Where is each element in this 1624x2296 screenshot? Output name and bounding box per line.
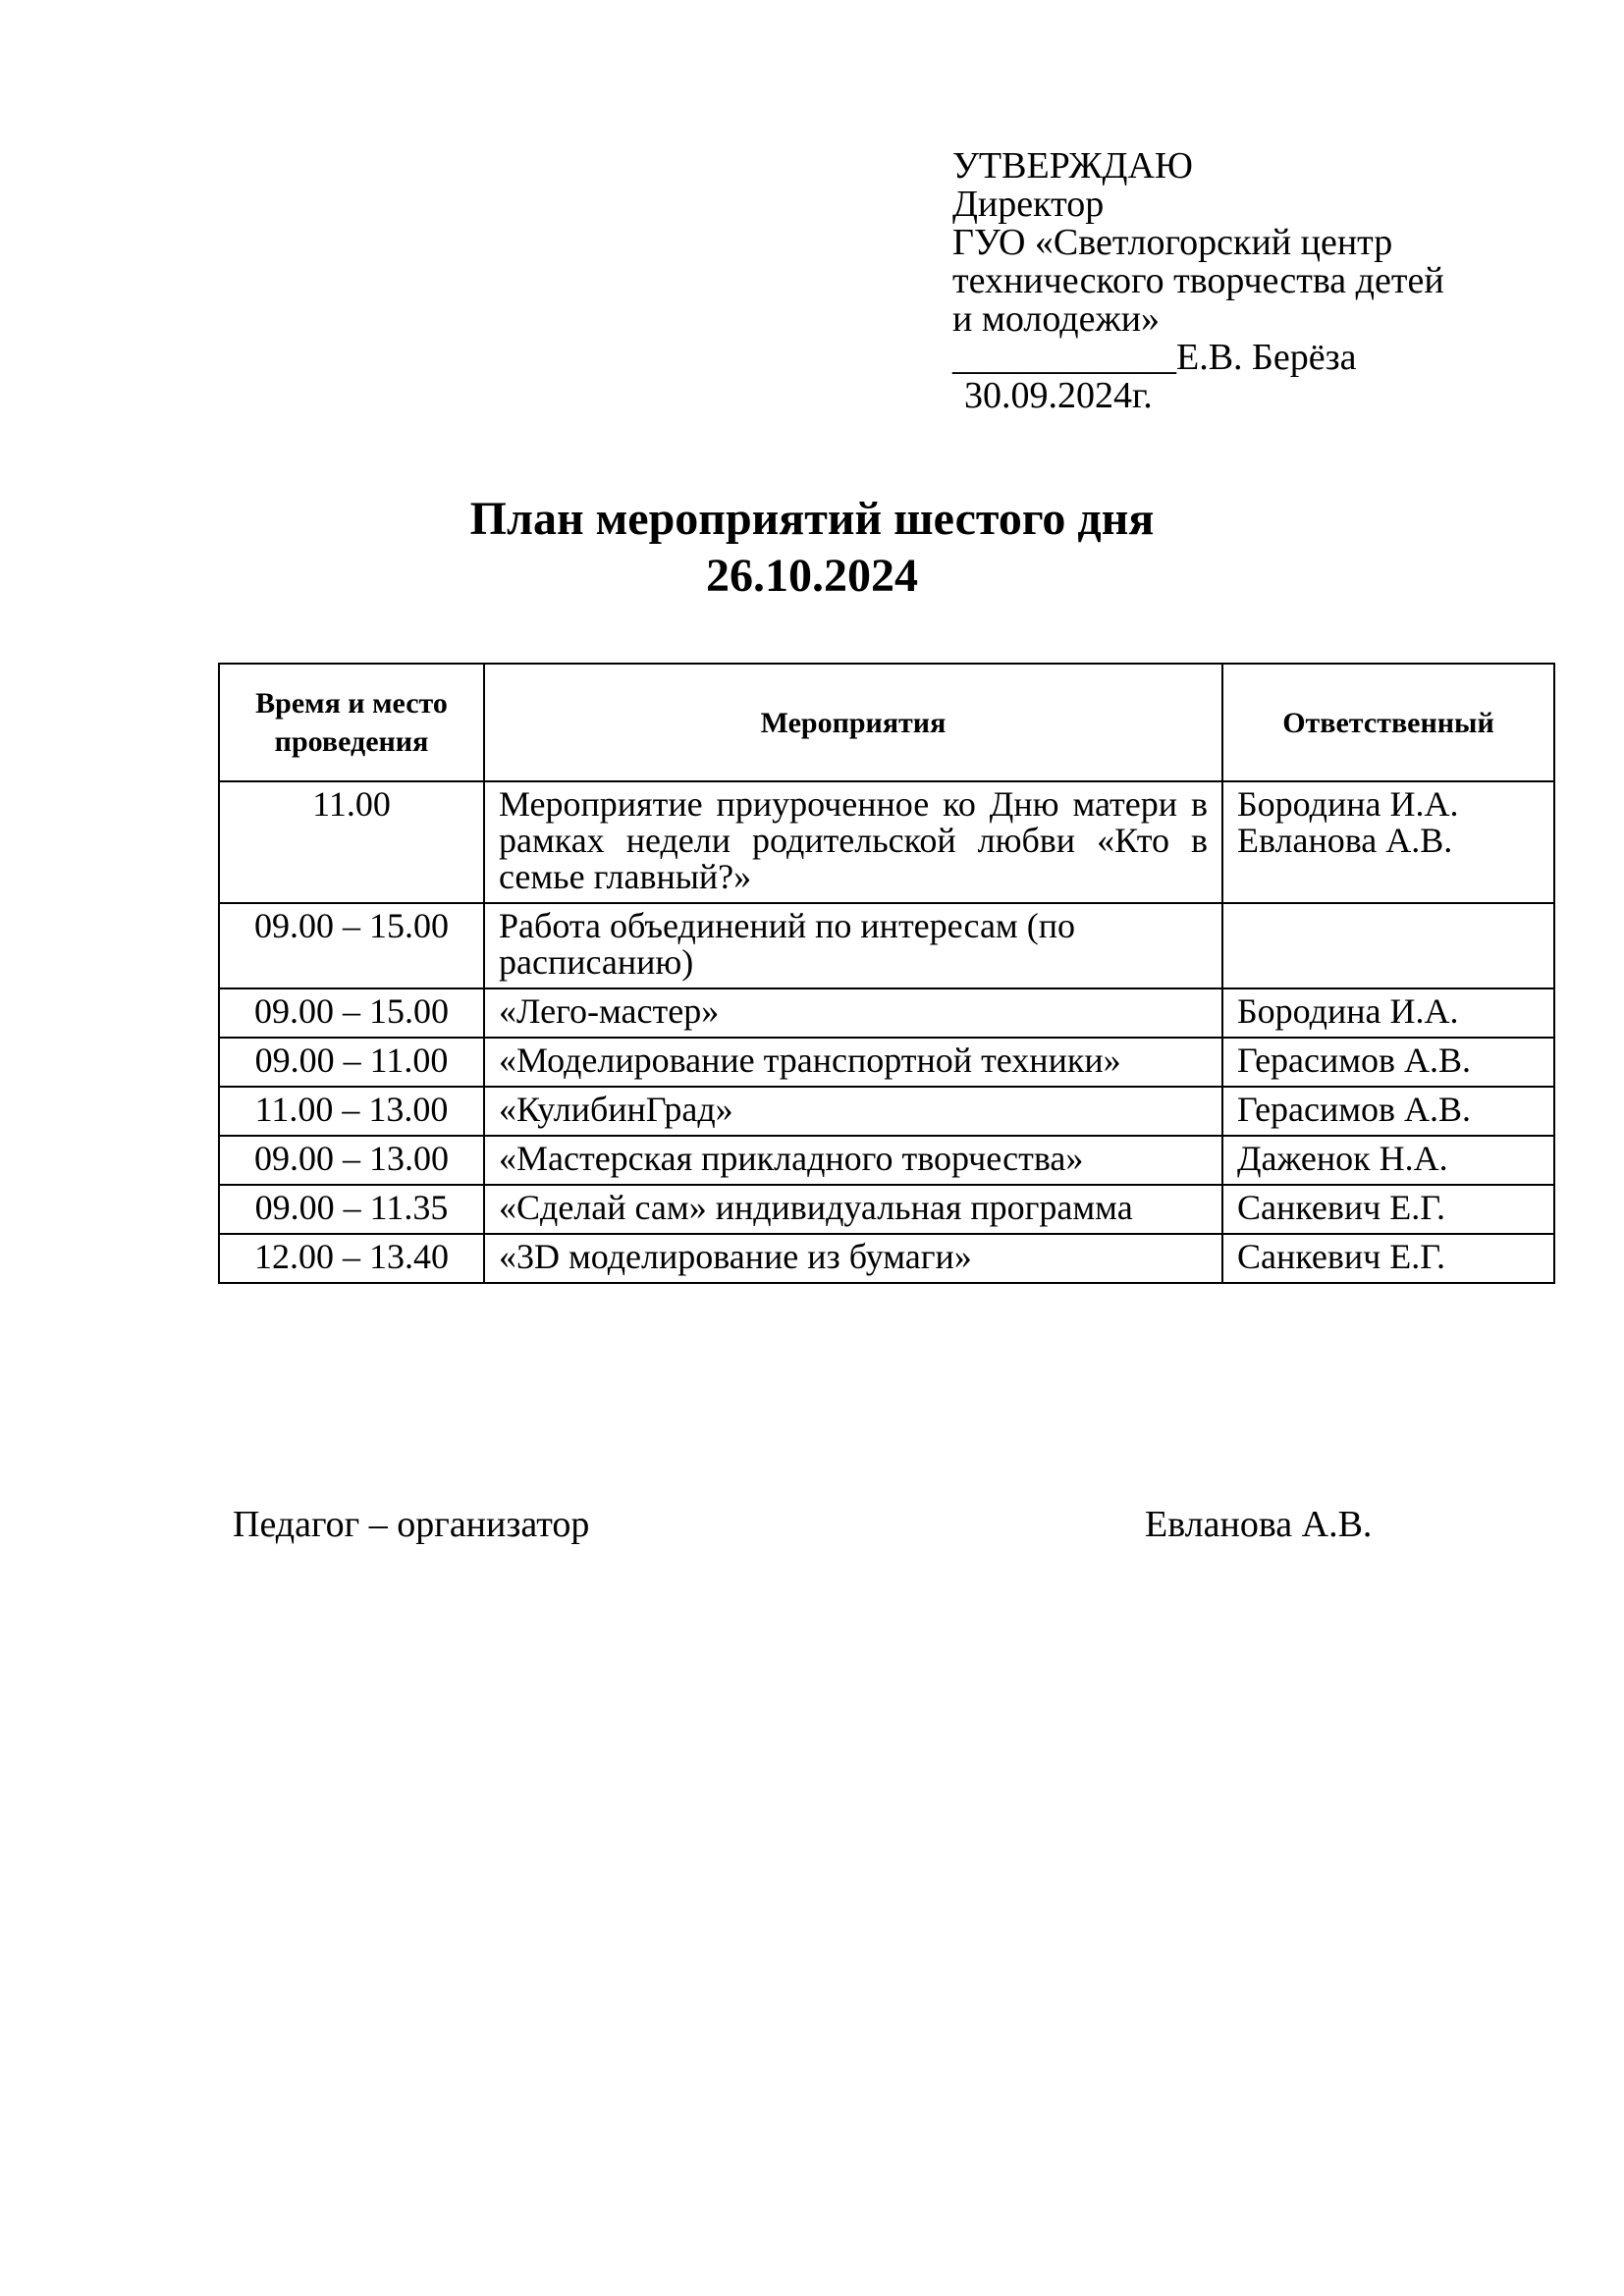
row-event: «Лего-мастер»: [484, 988, 1222, 1038]
events-table: [218, 663, 1555, 1284]
row-time: 09.00 – 15.00: [219, 903, 484, 988]
table-row: [219, 1136, 1554, 1185]
table-header-row: [219, 664, 1554, 781]
title-line-1: План мероприятий шестого дня: [469, 493, 1155, 545]
header-time: Время и место проведения: [219, 664, 484, 781]
table-row: [219, 1038, 1554, 1087]
row-time: 09.00 – 15.00: [219, 988, 484, 1038]
approval-heading: УТВЕРЖДАЮ: [952, 145, 1193, 187]
row-responsible: Бородина И.А.: [1222, 988, 1554, 1038]
row-time: 12.00 – 13.40: [219, 1234, 484, 1283]
row-responsible: Герасимов А.В.: [1222, 1038, 1554, 1087]
row-time: 11.00 – 13.00: [219, 1087, 484, 1136]
row-event: «Сделай сам» индивидуальная программа: [484, 1185, 1222, 1234]
approval-signature: ____________Е.В. Берёза: [952, 337, 1357, 378]
row-time: 11.00: [219, 781, 484, 903]
approval-position: Директор: [952, 184, 1105, 225]
approval-org-line-2: технического творчества детей: [952, 260, 1444, 301]
footer-role: Педагог – организатор: [233, 1504, 590, 1545]
footer-name: Евланова А.В.: [1145, 1504, 1373, 1545]
header-responsible: Ответственный: [1222, 664, 1554, 781]
row-event: Мероприятие приуроченное ко Дню матери в рамках недели родительской любви «Кто в семье главный?»: [484, 781, 1222, 903]
row-responsible: Даженок Н.А.: [1222, 1136, 1554, 1185]
table-row: [219, 781, 1554, 903]
approval-block: [952, 147, 1444, 415]
row-event: «КулибинГрад»: [484, 1087, 1222, 1136]
row-event: «3D моделирование из бумаги»: [484, 1234, 1222, 1283]
row-time: 09.00 – 11.35: [219, 1185, 484, 1234]
table-row: [219, 988, 1554, 1038]
table-row: [219, 1087, 1554, 1136]
row-time: 09.00 – 11.00: [219, 1038, 484, 1087]
row-time: 09.00 – 13.00: [219, 1136, 484, 1185]
row-responsible: [1222, 903, 1554, 988]
approval-org-line-1: ГУО «Светлогорский центр: [952, 222, 1393, 263]
approval-date: 30.09.2024г.: [964, 375, 1153, 416]
header-events: Мероприятия: [484, 664, 1222, 781]
table-row: [219, 903, 1554, 988]
table-row: [219, 1234, 1554, 1283]
row-event: «Моделирование транспортной техники»: [484, 1038, 1222, 1087]
row-event: Работа объединений по интересам (по расписанию): [484, 903, 1222, 988]
table-row: [219, 1185, 1554, 1234]
approval-org-line-3: и молодежи»: [952, 298, 1161, 340]
row-responsible: Санкевич Е.Г.: [1222, 1234, 1554, 1283]
row-event: «Мастерская прикладного творчества»: [484, 1136, 1222, 1185]
row-responsible: Герасимов А.В.: [1222, 1087, 1554, 1136]
title-date: 26.10.2024: [706, 550, 918, 602]
row-responsible: Бородина И.А. Евланова А.В.: [1222, 781, 1554, 903]
row-responsible: Санкевич Е.Г.: [1222, 1185, 1554, 1234]
page-title: [0, 491, 1624, 605]
